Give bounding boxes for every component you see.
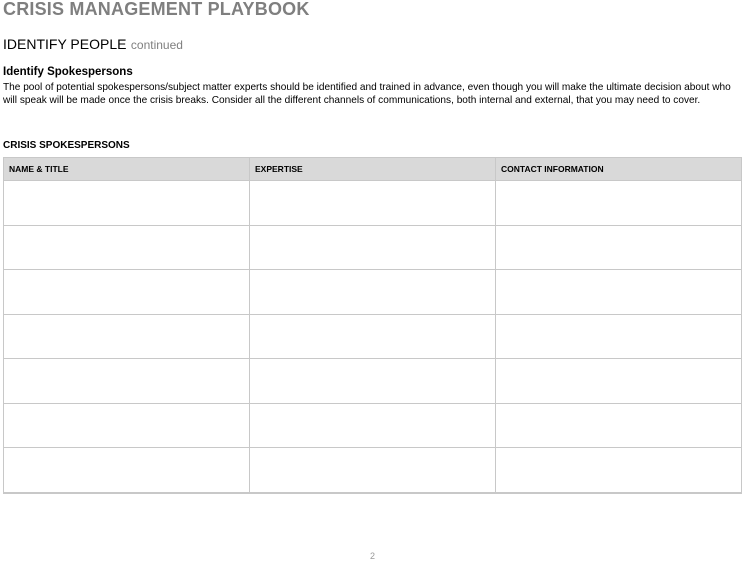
- table-cell-name-title[interactable]: [4, 314, 250, 359]
- table-cell-contact-information[interactable]: [496, 448, 742, 493]
- page-number: 2: [369, 551, 375, 561]
- section-heading-suffix: continued: [130, 38, 183, 52]
- table-cell-expertise[interactable]: [250, 448, 496, 493]
- table-cell-expertise[interactable]: [250, 359, 496, 404]
- column-header-expertise: EXPERTISE: [250, 158, 496, 181]
- subheading: Identify Spokespersons: [3, 66, 133, 78]
- table-row: [4, 225, 742, 270]
- table-cell-expertise[interactable]: [250, 403, 496, 448]
- table-cell-contact-information[interactable]: [496, 270, 742, 315]
- table-cell-expertise[interactable]: [250, 225, 496, 270]
- body-paragraph: The pool of potential spokespersons/subject matter experts should be identified and trained in advance, even though you will make the ultimate decision about who will speak will be made once the crisis breaks. Consider all the different channels of communications, both internal and external, that you may need to cover.: [3, 82, 731, 106]
- table-cell-expertise[interactable]: [250, 181, 496, 226]
- table-cell-expertise[interactable]: [250, 270, 496, 315]
- table-cell-contact-information[interactable]: [496, 403, 742, 448]
- page-title: CRISIS MANAGEMENT PLAYBOOK: [3, 0, 310, 19]
- column-header-contact-information: CONTACT INFORMATION: [496, 158, 742, 181]
- table-header-row: [4, 158, 742, 181]
- table-row: [4, 270, 742, 315]
- table-row: [4, 448, 742, 493]
- table-row: [4, 403, 742, 448]
- table-cell-expertise[interactable]: [250, 314, 496, 359]
- table-cell-name-title[interactable]: [4, 181, 250, 226]
- table-cell-contact-information[interactable]: [496, 225, 742, 270]
- section-heading-main: IDENTIFY PEOPLE: [3, 36, 127, 52]
- table-cell-name-title[interactable]: [4, 270, 250, 315]
- column-header-name-title: NAME & TITLE: [4, 158, 250, 181]
- section-heading: [3, 36, 183, 54]
- table-cell-name-title[interactable]: [4, 403, 250, 448]
- table-cell-name-title[interactable]: [4, 225, 250, 270]
- table-title: CRISIS SPOKESPERSONS: [3, 140, 130, 151]
- table-cell-contact-information[interactable]: [496, 359, 742, 404]
- table-cell-contact-information[interactable]: [496, 314, 742, 359]
- table-cell-contact-information[interactable]: [496, 181, 742, 226]
- table-row: [4, 181, 742, 226]
- spokespersons-table: [3, 157, 742, 494]
- table-row: [4, 314, 742, 359]
- table-cell-name-title[interactable]: [4, 448, 250, 493]
- table-row: [4, 359, 742, 404]
- table-cell-name-title[interactable]: [4, 359, 250, 404]
